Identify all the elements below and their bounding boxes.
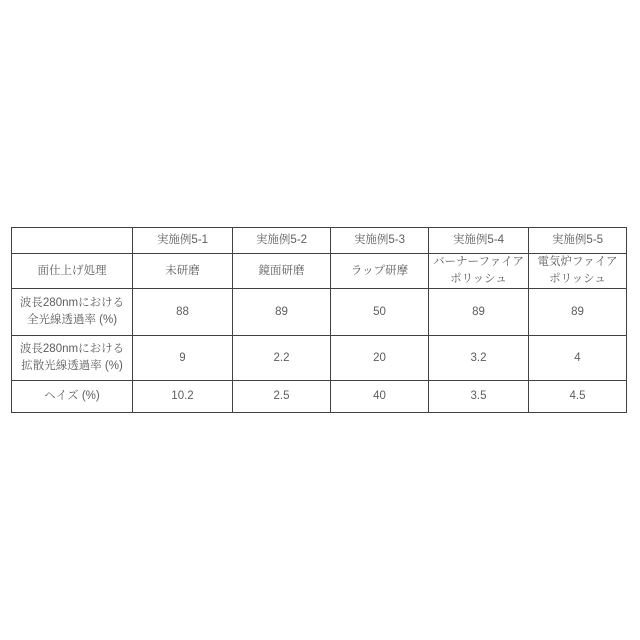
data-cell: 3.5 [429,381,529,413]
data-cell: 3.2 [429,336,529,381]
data-cell: 9 [133,336,233,381]
data-cell: 電気炉ファイア ポリッシュ [529,254,627,289]
row-label-haze: ヘイズ (%) [12,381,133,413]
corner-cell [12,228,133,254]
data-cell: ラップ研摩 [331,254,429,289]
results-table [11,227,627,413]
header-cell-example-5-1: 実施例5-1 [133,228,233,254]
data-cell: 50 [331,289,429,336]
table-header-row [12,228,627,254]
data-cell: 89 [529,289,627,336]
row-label-total-transmittance: 波長280nmにおける 全光線透過率 (%) [12,289,133,336]
data-cell: 89 [429,289,529,336]
data-cell: 89 [233,289,331,336]
data-cell: 40 [331,381,429,413]
header-cell-example-5-4: 実施例5-4 [429,228,529,254]
table-row-diffuse-transmittance [12,336,627,381]
header-cell-example-5-3: 実施例5-3 [331,228,429,254]
data-cell: 20 [331,336,429,381]
data-cell: 2.5 [233,381,331,413]
header-cell-example-5-2: 実施例5-2 [233,228,331,254]
data-cell: 4 [529,336,627,381]
header-cell-example-5-5: 実施例5-5 [529,228,627,254]
data-cell: 10.2 [133,381,233,413]
table-row-total-transmittance [12,289,627,336]
row-label-diffuse-transmittance: 波長280nmにおける 拡散光線透過率 (%) [12,336,133,381]
row-label-surface-finish: 面仕上げ処理 [12,254,133,289]
data-cell: バーナーファイア ポリッシュ [429,254,529,289]
data-cell: 未研磨 [133,254,233,289]
data-cell: 鏡面研磨 [233,254,331,289]
table-row-haze [12,381,627,413]
data-cell: 2.2 [233,336,331,381]
data-cell: 4.5 [529,381,627,413]
table-row-surface-finish [12,254,627,289]
data-cell: 88 [133,289,233,336]
